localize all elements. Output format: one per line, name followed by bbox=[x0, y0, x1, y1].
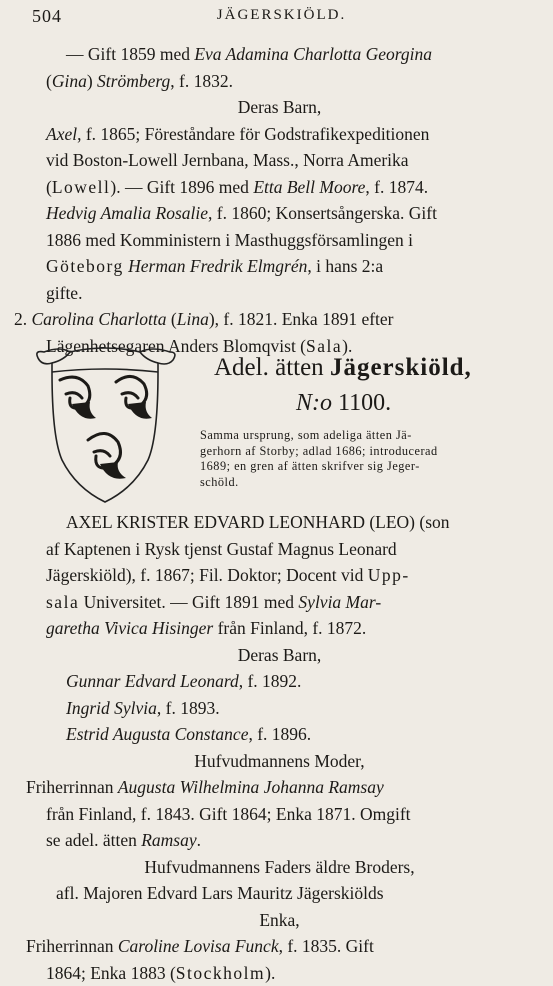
text-run: sala bbox=[46, 592, 79, 612]
top-entries bbox=[26, 41, 533, 359]
text-line bbox=[26, 280, 533, 307]
text-run: , f. 1832. bbox=[170, 71, 233, 91]
text-line bbox=[26, 94, 533, 121]
text-line bbox=[26, 880, 533, 907]
page-header bbox=[32, 6, 531, 32]
text-line bbox=[26, 748, 533, 775]
text-run: Lina bbox=[177, 309, 209, 329]
family-number: N:o 1100. bbox=[214, 388, 533, 418]
text-run: ( bbox=[167, 309, 177, 329]
text-run: ). bbox=[342, 336, 352, 356]
text-run: 2. bbox=[14, 309, 32, 329]
text-line bbox=[26, 615, 533, 642]
note-line: Samma ursprung, som adeliga ätten Jä- bbox=[200, 428, 533, 444]
text-line bbox=[26, 668, 533, 695]
text-line bbox=[26, 695, 533, 722]
text-line bbox=[26, 933, 533, 960]
text-line bbox=[14, 306, 533, 333]
text-run: Friherrinnan bbox=[26, 936, 118, 956]
text-run: Hufvudmannens Moder, bbox=[194, 751, 364, 771]
text-run: , f. 1835. Gift bbox=[279, 936, 374, 956]
text-line bbox=[26, 68, 533, 95]
text-line bbox=[26, 854, 533, 881]
text-run: med bbox=[155, 44, 194, 64]
text-run: se adel. ätten bbox=[46, 830, 141, 850]
text-run: ). — Gift 1896 med bbox=[110, 177, 253, 197]
text-run: Deras Barn, bbox=[238, 97, 322, 117]
text-run: . bbox=[197, 830, 201, 850]
text-run: Friherrinnan bbox=[26, 777, 118, 797]
text-run: Deras Barn, bbox=[238, 645, 322, 665]
text-run: , f. 1892. bbox=[239, 671, 302, 691]
text-run: garetha Vivica Hisinger bbox=[46, 618, 213, 638]
text-run: , f. 1893. bbox=[157, 698, 220, 718]
page-number: 504 bbox=[32, 6, 62, 27]
text-run: Gina bbox=[52, 71, 87, 91]
text-line bbox=[26, 642, 533, 669]
text-run: — Gift bbox=[66, 44, 120, 64]
text-line bbox=[26, 200, 533, 227]
text-line bbox=[26, 827, 533, 854]
text-run: Ramsay bbox=[141, 830, 196, 850]
family-name: Jägerskiöld, bbox=[330, 354, 472, 381]
text-line bbox=[26, 41, 533, 68]
text-line bbox=[26, 174, 533, 201]
family-note bbox=[200, 428, 533, 490]
text-run: ), f. 1821. Enka 1891 efter bbox=[209, 309, 394, 329]
text-run: , f. 1896. bbox=[248, 724, 311, 744]
text-run: ( bbox=[46, 71, 52, 91]
text-line bbox=[26, 536, 533, 563]
text-line bbox=[26, 774, 533, 801]
text-run: Sala bbox=[306, 336, 342, 356]
text-run: Strömberg bbox=[97, 71, 170, 91]
text-run: Ingrid Sylvia bbox=[66, 698, 157, 718]
text-run: Axel bbox=[46, 124, 77, 144]
text-run: 1886 med Komministern i Masthuggsförsamlingen i bbox=[46, 230, 413, 250]
text-run: Hedvig Amalia Rosalie bbox=[46, 203, 208, 223]
text-run: AXEL KRISTER EDVARD LEONHARD (LEO) (son bbox=[66, 512, 450, 532]
text-line bbox=[26, 121, 533, 148]
text-run: , f. 1865; Föreståndare för Godstrafikexpeditionen bbox=[77, 124, 429, 144]
running-title: JÄGERSKIÖLD. bbox=[32, 7, 531, 24]
text-run: 1859 bbox=[120, 44, 155, 64]
text-run: ( bbox=[46, 177, 52, 197]
text-line bbox=[26, 562, 533, 589]
text-run: ) bbox=[87, 71, 97, 91]
text-run: , i hans 2:a bbox=[307, 256, 383, 276]
text-run: Carolina Charlotta bbox=[32, 309, 167, 329]
text-run: Etta Bell Moore bbox=[253, 177, 365, 197]
text-run: Universitet. — Gift 1891 med bbox=[79, 592, 298, 612]
text-run: 1864; Enka 1883 ( bbox=[46, 963, 176, 983]
text-run: Upp- bbox=[368, 565, 410, 585]
text-run: från Finland, f. 1872. bbox=[213, 618, 366, 638]
text-run: Eva Adamina Charlotta Georgina bbox=[194, 44, 432, 64]
note-line: schöld. bbox=[200, 475, 533, 491]
text-run: Herman Fredrik Elmgrén bbox=[128, 256, 307, 276]
text-run: Enka, bbox=[259, 910, 299, 930]
text-line bbox=[26, 589, 533, 616]
note-line: gerhorn af Storby; adlad 1686; introducerad bbox=[200, 444, 533, 460]
text-run: gifte. bbox=[46, 283, 82, 303]
text-run: , f. 1874. bbox=[365, 177, 428, 197]
text-run: , f. 1860; Konsertsångerska. Gift bbox=[208, 203, 437, 223]
text-line bbox=[26, 147, 533, 174]
text-run: Lowell bbox=[52, 177, 111, 197]
text-run: afl. Majoren Edvard Lars Mauritz Jägerskiölds bbox=[56, 883, 384, 903]
text-line bbox=[26, 253, 533, 280]
text-line bbox=[26, 509, 533, 536]
text-run: från Finland, f. 1843. Gift 1864; Enka 1871. Omgift bbox=[46, 804, 411, 824]
text-run: ). bbox=[265, 963, 275, 983]
coat-of-arms-icon bbox=[30, 342, 180, 507]
text-run: Gunnar Edvard Leonard bbox=[66, 671, 239, 691]
text-line bbox=[26, 227, 533, 254]
text-run: Lägenhetsegaren Anders Blomqvist ( bbox=[46, 336, 306, 356]
note-line: 1689; en gren af ätten skrifver sig Jeger- bbox=[200, 459, 533, 475]
text-run: Estrid Augusta Constance bbox=[66, 724, 248, 744]
text-run: Stockholm bbox=[176, 963, 265, 983]
text-line bbox=[26, 960, 533, 986]
text-run: Augusta Wilhelmina Johanna Ramsay bbox=[118, 777, 384, 797]
text-run: Hufvudmannens Faders äldre Broders, bbox=[144, 857, 414, 877]
text-line bbox=[26, 801, 533, 828]
text-run: af Kaptenen i Rysk tjenst Gustaf Magnus Leonard bbox=[46, 539, 397, 559]
text-run: Sylvia Mar- bbox=[298, 592, 381, 612]
text-run: Jägerskiöld), f. 1867; Fil. Doktor; Docent vid bbox=[46, 565, 368, 585]
family-heading: Adel. ätten Jägerskiöld, bbox=[214, 353, 533, 383]
text-run: vid Boston-Lowell Jernbana, Mass., Norra Amerika bbox=[46, 150, 409, 170]
text-run: Caroline Lovisa Funck bbox=[118, 936, 279, 956]
bottom-entries bbox=[26, 509, 533, 986]
text-line bbox=[26, 721, 533, 748]
text-run: Göteborg bbox=[46, 256, 124, 276]
